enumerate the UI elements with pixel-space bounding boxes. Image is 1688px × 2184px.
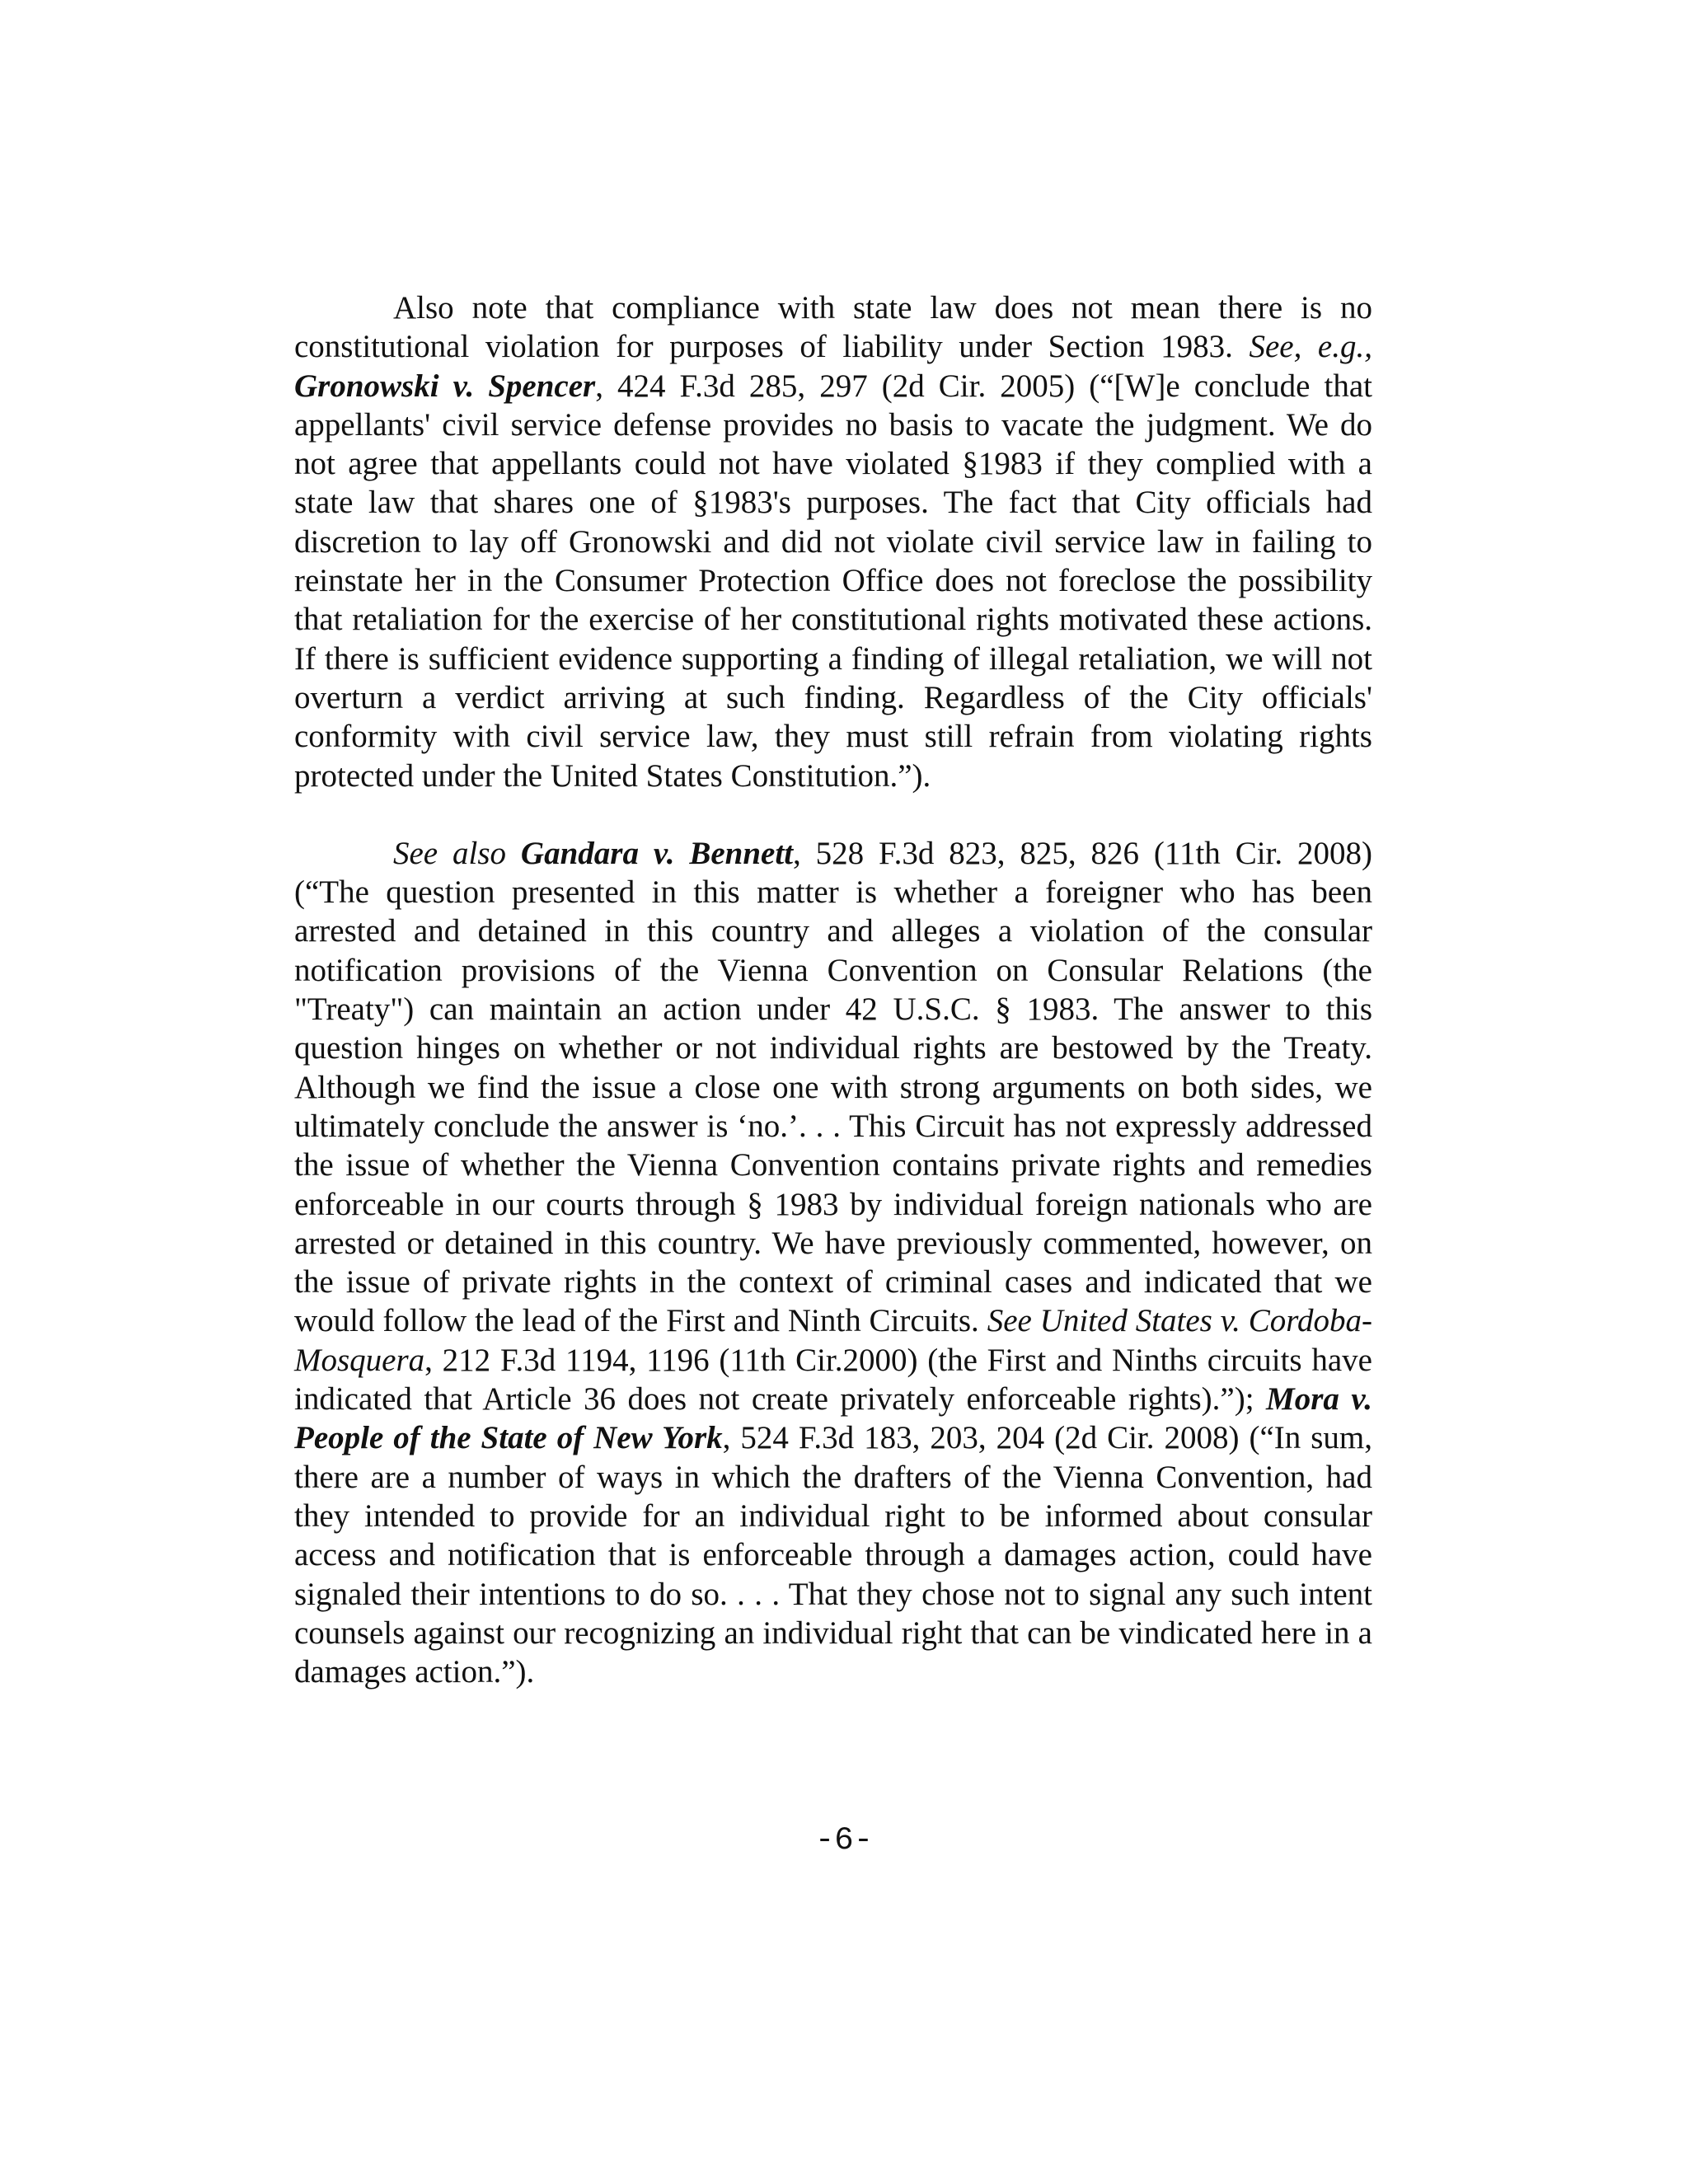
- text-run: , 524 F.3d 183, 203, 204 (2d Cir. 2008) (“In sum, there are a number of ways in which the drafters of the Vienna Convention, had they intended to provide for an individual right to be informed about consular access and notification that is enforceable through a damages action, could have signaled their intentions to do so. . . . That they chose not to signal any such intent counsels against our recognizing an individual right that can be vindicated here in a damages action.”).: [294, 1420, 1372, 1690]
- case-name-gronowski: Gronowski v. Spencer: [294, 368, 596, 404]
- case-name-mora: Mora v. People of the State of New York: [294, 1381, 1373, 1456]
- text-run: Also note that compliance with state law does not mean there is no constitutional violation for purposes of liability under Section 1983.: [294, 290, 1372, 365]
- case-name-cordoba-mosquera: See United States v. Cordoba-Mosquera: [294, 1303, 1372, 1378]
- signal-see-also: See also: [393, 835, 507, 871]
- text-run: , 424 F.3d 285, 297 (2d Cir. 2005) (“[W]e conclude that appellants' civil service defense provides no basis to vacate the judgment. We do not agree that appellants could not have violated §1983 if they complied with a state law that shares one of §1983's purposes. The fact that City officials had discretion to lay off Gronowski and did not violate civil service law in failing to reinstate her in the Consumer Protection Office does not foreclose the possibility that retaliation for the exercise of her constitutional rights motivated these actions. If there is sufficient evidence supporting a finding of illegal retaliation, we will not overturn a verdict arriving at such finding. Regardless of the City officials' conformity with civil service law, they must still refrain from violating rights protected under the United States Constitution.”).: [294, 368, 1372, 794]
- text-run: [506, 836, 521, 871]
- body-text: [294, 288, 1372, 1691]
- page-number: -6-: [814, 1822, 874, 1858]
- signal-see-eg: See, e.g.,: [1249, 329, 1372, 365]
- text-run: , 528 F.3d 823, 825, 826 (11th Cir. 2008) (“The question presented in this matter is whether a foreigner who has been arrested and detained in this country and alleges a violation of the consular notification provisions of the Vienna Convention on Consular Relations (the "Treaty") can maintain an action under 42 U.S.C. § 1983. The answer to this question hinges on whether or not individual rights are bestowed by the Treaty. Although we find the issue a close one with strong arguments on both sides, we ultimately conclude the answer is ‘no.’. . . This Circuit has not expressly addressed the issue of whether the Vienna Convention contains private rights and remedies enforceable in our courts through § 1983 by individual foreign nationals who are arrested or detained in this country. We have previously commented, however, on the issue of private rights in the context of criminal cases and indicated that we would follow the lead of the First and Ninth Circuits.: [294, 835, 1372, 1339]
- text-run: , 212 F.3d 1194, 1196 (11th Cir.2000) (the First and Ninths circuits have indicated that Article 36 does not create privately enforceable rights).”);: [294, 1342, 1372, 1418]
- paragraph-compliance-state-law: [294, 288, 1372, 795]
- case-name-gandara: Gandara v. Bennett: [520, 835, 794, 871]
- paragraph-see-also-gandara: [294, 834, 1372, 1692]
